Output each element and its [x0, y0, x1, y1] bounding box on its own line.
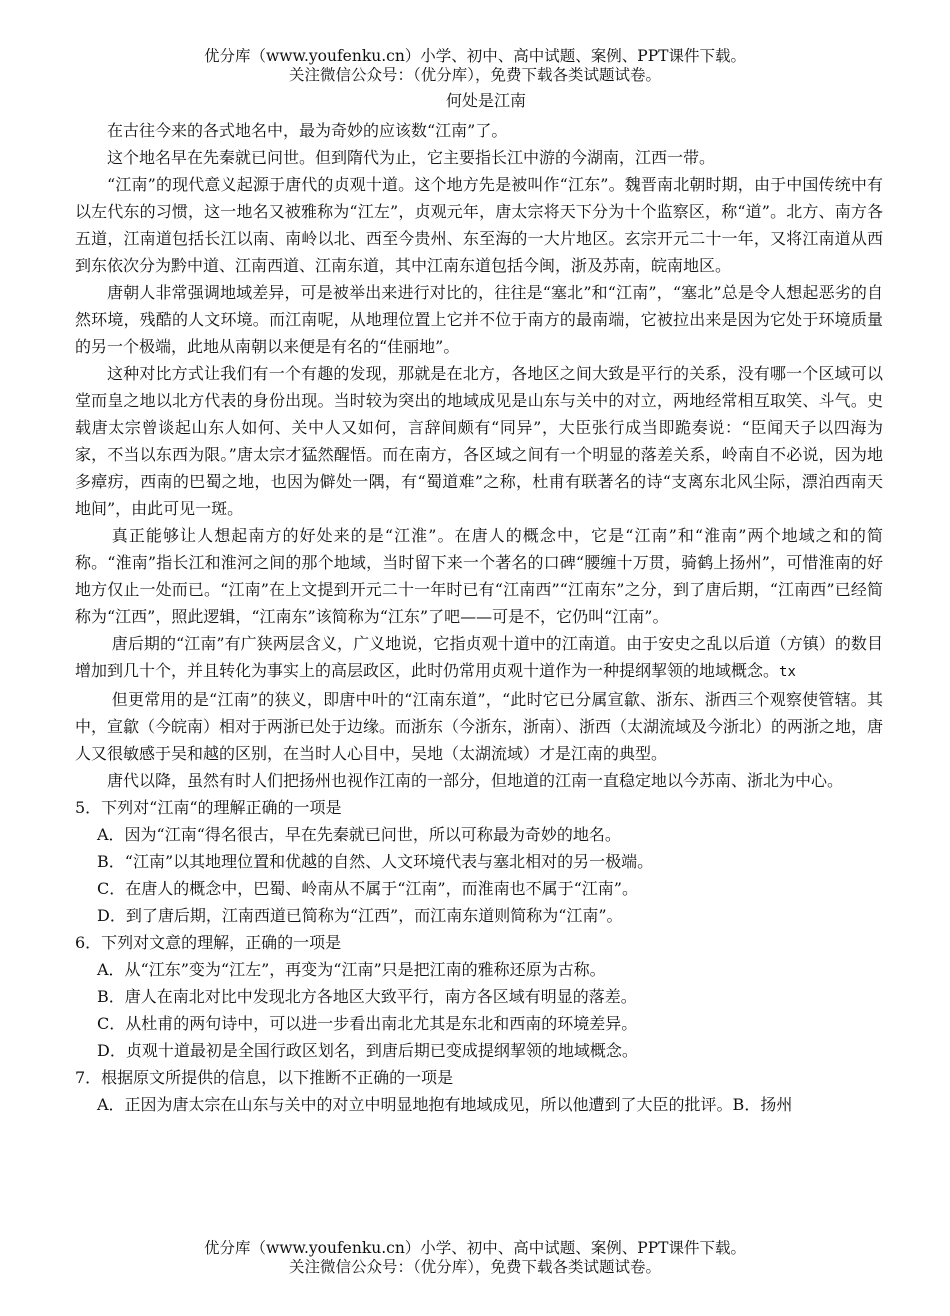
question-5-option-c: C．在唐人的概念中，巴蜀、岭南从不属于“江南”，而淮南也不属于“江南”。 — [97, 879, 638, 898]
question-5-option-d: D．到了唐后期，江南西道已简称为“江西”，而江南东道则简称为“江南”。 — [97, 906, 623, 925]
question-7-option-a: A．正因为唐太宗在山东与关中的对立中明显地抱有地域成见，所以他遭到了大臣的批评。B．扬州 — [97, 1095, 793, 1114]
paragraph-1: 在古往今来的各式地名中，最为奇妙的应该数“江南”了。 — [107, 121, 508, 140]
page-header — [0, 47, 950, 85]
question-6-option-d: D．贞观十道最初是全国行政区划名，到唐后期已变成提纲挈领的地域概念。 — [97, 1041, 638, 1060]
paragraph-4: 唐朝人非常强调地域差异，可是被举出来进行对比的，往往是“塞北”和“江南”，“塞北”总是令人想起恶劣的自然环境，残酷的人文环境。而江南呢，从地理位置上它并不位于南方的最南端，它被拉出来是因为它处于环境质量的另一个极端，此地从南朝以来便是有名的“佳丽地”。 — [75, 283, 883, 356]
paragraph-3: “江南”的现代意义起源于唐代的贞观十道。这个地方先是被叫作“江东”。魏晋南北朝时期，由于中国传统中有以左代东的习惯，这一地名又被雅称为“江左”，贞观元年，唐太宗将天下分为十个监察区，称“道”。北方、南方各五道，江南道包括长江以南、南岭以北、西至今贵州、东至海的一大片地区。玄宗开元二十一年，又将江南道从西到东依次分为黔中道、江南西道、江南东道，其中江南东道包括今闽，浙及苏南，皖南地区。 — [75, 175, 883, 275]
paragraph-5: 这种对比方式让我们有一个有趣的发现，那就是在北方，各地区之间大致是平行的关系，没有哪一个区域可以堂而皇之地以北方代表的身份出现。当时较为突出的地域成见是山东与关中的对立，两地经常相互取笑、斗气。史载唐太宗曾谈起山东人如何、关中人又如何，言辞间颇有“同异”，大臣张行成当即跪奏说：“臣闻天子以四海为家，不当以东西为限。”唐太宗才猛然醒悟。而在南方，各区域之间有一个明显的落差关系，岭南自不必说，因为地多瘴疠，西南的巴蜀之地，也因为僻处一隅，有“蜀道难”之称，杜甫有联著名的诗“支离东北风尘际，漂泊西南天地间”，由此可见一斑。 — [75, 364, 883, 518]
article-body — [75, 117, 883, 1118]
header-line-1: 优分库（www.youfenku.cn）小学、初中、高中试题、案例、PPT课件下载。 — [203, 47, 747, 65]
question-5-option-b: B．“江南”以其地理位置和优越的自然、人文环境代表与塞北相对的另一极端。 — [97, 852, 654, 871]
footer-line-1: 优分库（www.youfenku.cn）小学、初中、高中试题、案例、PPT课件下载。 — [203, 1239, 747, 1257]
paragraph-9: 唐代以降，虽然有时人们把扬州也视作江南的一部分，但地道的江南一直稳定地以今苏南、浙北为中心。 — [107, 771, 844, 790]
header-line-2: 关注微信公众号：（优分库），免费下载各类试题试卷。 — [288, 66, 661, 84]
question-5-option-a: A．因为“江南“得名很古，早在先秦就已问世，所以可称最为奇妙的地名。 — [97, 825, 621, 844]
page-footer — [0, 1239, 950, 1277]
question-5-stem: 5．下列对“江南“的理解正确的一项是 — [75, 798, 342, 817]
paragraph-8: 但更常用的是“江南”的狭义，即唐中叶的“江南东道”，“此时它已分属宣歙、浙东、浙西三个观察使管辖。其中，宣歙（今皖南）相对于两浙已处于边缘。而浙东（今浙东，浙南）、浙西（太湖流域及今浙北）的两浙之地，唐人又很敏感于吴和越的区别，在当时人心目中，吴地（太湖流域）才是江南的典型。 — [75, 690, 884, 763]
question-6-option-c: C．从杜甫的两句诗中，可以进一步看出南北尤其是东北和西南的环境差异。 — [97, 1014, 638, 1033]
question-7 — [75, 1064, 883, 1118]
tx-mark: tx — [779, 664, 796, 680]
question-7-stem: 7．根据原文所提供的信息，以下推断不正确的一项是 — [75, 1068, 454, 1087]
paragraph-7-text: 唐后期的“江南”有广狭两层含义，广义地说，它指贞观十道中的江南道。由于安史之乱以后道（方镇）的数目增加到几十个，并且转化为事实上的高层政区，此时仍常用贞观十道作为一种提纲挈领的地域概念。 — [75, 634, 883, 680]
footer-line-2: 关注微信公众号：（优分库），免费下载各类试题试卷。 — [288, 1258, 661, 1276]
question-6-stem: 6．下列对文意的理解，正确的一项是 — [75, 933, 342, 952]
question-5 — [75, 794, 883, 929]
question-6-option-b: B．唐人在南北对比中发现北方各地区大致平行，南方各区域有明显的落差。 — [97, 987, 637, 1006]
question-6 — [75, 929, 883, 1064]
paragraph-7 — [75, 630, 883, 686]
paragraph-2: 这个地名早在先秦就已问世。但到隋代为止，它主要指长江中游的今湖南，江西一带。 — [107, 148, 716, 167]
article-title: 何处是江南 — [445, 91, 526, 110]
paragraph-6: 真正能够让人想起南方的好处来的是“江淮”。在唐人的概念中，它是“江南”和“淮南”两个地域之和的简称。“淮南”指长江和淮河之间的那个地域，当时留下来一个著名的口碑“腰缠十万贯，骑鹤上扬州”，可惜淮南的好地方仅止一处而已。“江南”在上文提到开元二十一年时已有“江南西”“江南东”之分，到了唐后期，“江南西”已经简称为“江西”，照此逻辑，“江南东”该简称为“江东”了吧——可是不，它仍叫“江南”。 — [75, 526, 883, 626]
question-6-option-a: A．从“江东”变为“江左”，再变为“江南”只是把江南的雅称还原为古称。 — [97, 960, 606, 979]
